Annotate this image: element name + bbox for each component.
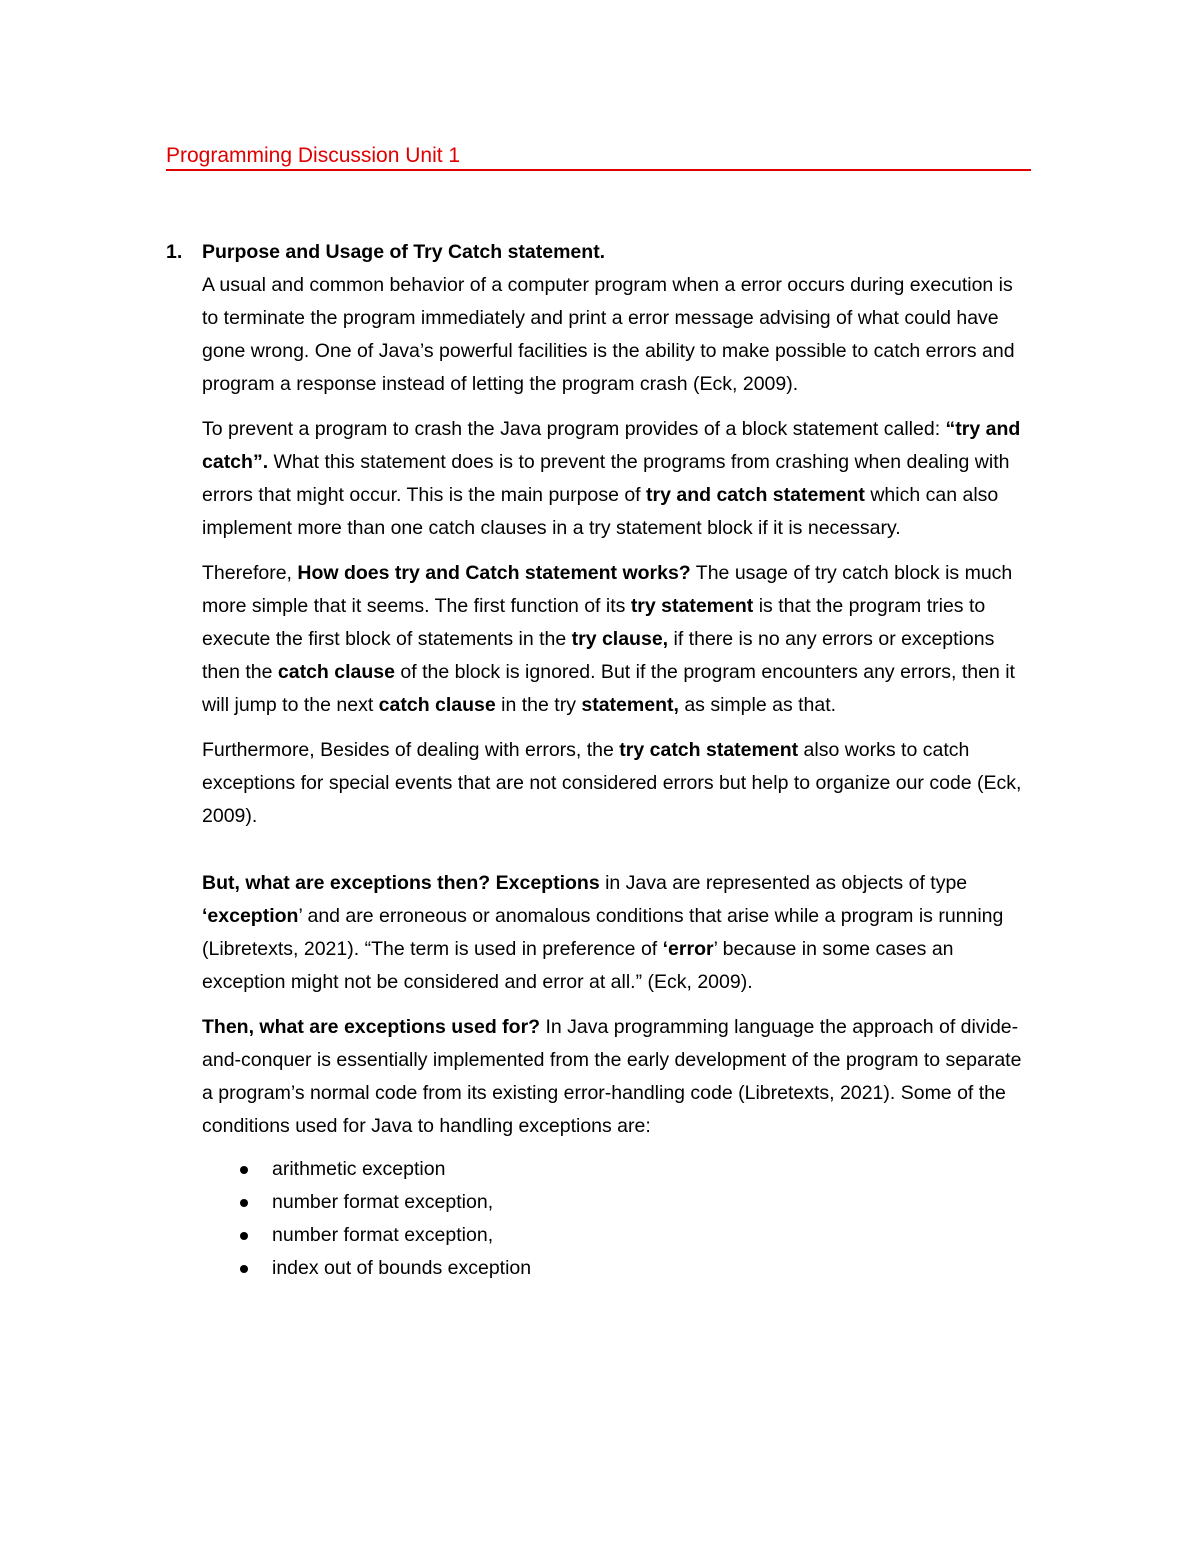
p4-text-1: Furthermore, Besides of dealing with errors, the <box>202 739 620 761</box>
p6-text-1: In Java programming language the approach of divide-and-conquer is essentially implemented from the early development of the program to separate a program’s normal code from its existing error-handling code (Libretexts, 2021). Some of the conditions used for Java to handling exceptions are: <box>202 1016 1022 1137</box>
list-item <box>202 1153 1030 1186</box>
list-item <box>202 1186 1030 1219</box>
p3-text-2: The usage of try catch block is much more simple that it seems. The first function of its <box>202 562 1013 617</box>
p2-bold-2: try and catch statement <box>646 484 865 506</box>
list-item <box>202 1252 1030 1285</box>
p5-text-1: in Java are represented as objects of type <box>599 872 968 894</box>
bullet-icon <box>240 1199 248 1207</box>
p3-bold-3: try clause, <box>571 628 669 650</box>
bullet-icon <box>240 1232 248 1240</box>
p3-text-4: if there is no any errors or exceptions then the <box>202 628 995 683</box>
p3-text-3: is that the program tries to execute the first block of statements in the <box>202 595 986 650</box>
p2-text-1: To prevent a program to crash the Java program provides of a block statement called: <box>202 418 946 440</box>
p2-text-2: What this statement does is to prevent the programs from crashing when dealing with errors that might occur. This is the main purpose of <box>202 451 1010 506</box>
p5-bold-3: ‘error <box>662 938 714 960</box>
bullet-icon <box>240 1265 248 1273</box>
p5-text-3: ’ because in some cases an exception might not be considered and error at all.” (Eck, 2009). <box>202 938 954 993</box>
p3-bold-6: statement, <box>581 694 679 716</box>
document-body <box>166 236 1030 1285</box>
paragraph-4 <box>202 734 1030 833</box>
section-number: 1. <box>166 241 183 263</box>
p5-text-2: ’ and are erroneous or anomalous conditions that arise while a program is running (Libretexts, 2021). “The term is used in preference of <box>202 905 1004 960</box>
paragraph-3 <box>202 557 1030 722</box>
exception-list <box>202 1153 1030 1285</box>
p6-bold-1: Then, what are exceptions used for? <box>202 1016 541 1038</box>
p2-bold-1: “try and catch”. <box>202 418 1021 473</box>
p3-bold-4: catch clause <box>277 661 395 683</box>
p3-text-7: as simple as that. <box>678 694 837 716</box>
list-item-text: arithmetic exception <box>272 1158 446 1180</box>
list-item-text: index out of bounds exception <box>272 1257 532 1279</box>
paragraph-6 <box>202 1011 1030 1143</box>
p4-bold-1: try catch statement <box>619 739 799 761</box>
p3-text-6: in the try <box>495 694 582 716</box>
paragraph-1: A usual and common behavior of a computer program when a error occurs during execution is to terminate the program immediately and print a error message advising of what could have gone wrong. One of Java’s powerful facilities is the ability to make possible to catch errors and program a response instead of letting the program crash (Eck, 2009). <box>202 274 1015 395</box>
list-item <box>202 1219 1030 1252</box>
p3-bold-2: try statement <box>630 595 754 617</box>
list-item-text: number format exception, <box>272 1224 494 1246</box>
p3-text-5: of the block is ignored. But if the program encounters any errors, then it will jump to the next <box>202 661 1015 716</box>
p4-text-2: also works to catch exceptions for special events that are not considered errors but help to organize our code (Eck, 2009). <box>202 739 1022 827</box>
list-item-text: number format exception, <box>272 1191 494 1213</box>
p3-bold-1: How does try and Catch statement works? <box>297 562 691 584</box>
document-title: Programming Discussion Unit 1 <box>166 141 1031 171</box>
paragraph-5 <box>202 867 1030 999</box>
p3-bold-5: catch clause <box>378 694 496 716</box>
p5-bold-2: ‘exception <box>202 905 299 927</box>
bullet-icon <box>240 1166 248 1174</box>
section-heading <box>166 236 1030 269</box>
paragraph-2 <box>202 413 1030 545</box>
p2-text-3: which can also implement more than one catch clauses in a try statement block if it is necessary. <box>202 484 999 539</box>
p5-bold-1: But, what are exceptions then? Exceptions <box>202 872 600 894</box>
p3-text-1: Therefore, <box>202 562 298 584</box>
section-heading-text: Purpose and Usage of Try Catch statement. <box>202 241 606 263</box>
